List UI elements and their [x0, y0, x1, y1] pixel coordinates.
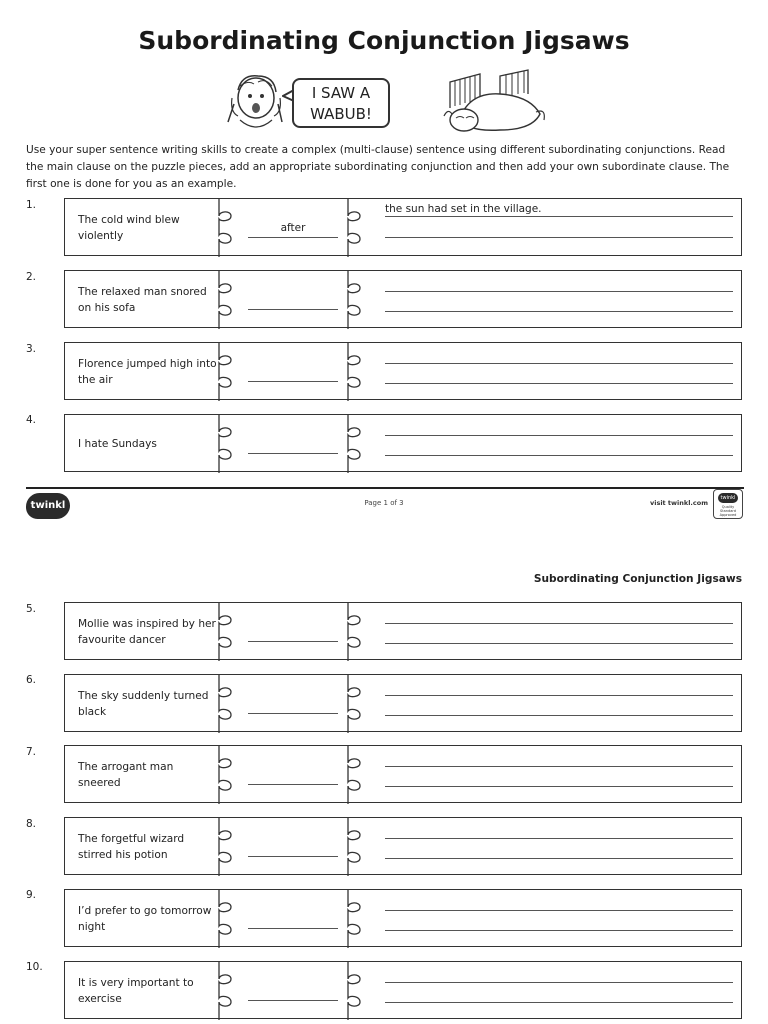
row-number: 5.	[26, 603, 37, 615]
subordinate-line-2[interactable]	[385, 643, 733, 644]
jigsaw-row	[64, 342, 742, 400]
instructions-text: Use your super sentence writing skills to create a complex (multi-clause) sentence using different subordinating conjunctions. Read the main clause on the puzzle pieces, add an appropriate subordinating conjunction and then add your own subordinate clause. The first one is done for you as an example.	[26, 144, 730, 190]
subordinate-line-2[interactable]	[385, 1002, 733, 1003]
footer-divider	[26, 487, 744, 489]
main-clause: The arrogant man sneered	[78, 761, 174, 789]
subordinate-line-1[interactable]	[385, 982, 733, 983]
subordinate-line-1[interactable]	[385, 695, 733, 696]
speech-bubble-line-2: WABUB!	[310, 105, 372, 123]
subordinate-answer: the sun had set in the village.	[385, 203, 542, 215]
subordinate-line-1[interactable]	[385, 435, 733, 436]
speech-bubble	[292, 78, 390, 128]
quality-badge-icon	[713, 489, 743, 519]
subordinate-line-2[interactable]	[385, 930, 733, 931]
conjunction-line[interactable]	[248, 381, 338, 382]
jigsaw-row	[64, 961, 742, 1019]
row-number: 10.	[26, 961, 43, 973]
conjunction-line[interactable]	[248, 784, 338, 785]
conjunction-line[interactable]	[248, 453, 338, 454]
worksheet-title: Subordinating Conjunction Jigsaws	[138, 26, 630, 55]
subordinate-line-1[interactable]	[385, 838, 733, 839]
main-clause: The relaxed man snored on his sofa	[78, 286, 207, 314]
row-number: 7.	[26, 746, 37, 758]
shocked-woman-illustration	[218, 68, 290, 138]
main-clause: It is very important to exercise	[78, 977, 194, 1005]
subordinate-line-1[interactable]	[385, 623, 733, 624]
row-number: 1.	[26, 199, 37, 211]
badge-logo: twinkl	[718, 493, 738, 503]
subordinate-line-2[interactable]	[385, 455, 733, 456]
visit-link[interactable]: visit twinkl.com	[649, 499, 708, 507]
conjunction-line[interactable]	[248, 928, 338, 929]
main-clause: The forgetful wizard stirred his potion	[78, 833, 185, 861]
main-clause: The cold wind blew violently	[78, 214, 180, 242]
page-number: Page 1 of 3	[364, 499, 404, 507]
jigsaw-row	[64, 602, 742, 660]
page2-header: Subordinating Conjunction Jigsaws	[533, 573, 742, 585]
conjunction-line[interactable]	[248, 641, 338, 642]
subordinate-line-2[interactable]	[385, 237, 733, 238]
subordinate-line-2[interactable]	[385, 715, 733, 716]
main-clause: Mollie was inspired by her favourite dancer	[78, 618, 216, 646]
jigsaw-row	[64, 198, 742, 256]
subordinate-line-2[interactable]	[385, 311, 733, 312]
subordinate-line-1[interactable]	[385, 363, 733, 364]
twinkl-logo: twinkl	[26, 493, 70, 519]
row-number: 6.	[26, 674, 37, 686]
conjunction-line[interactable]	[248, 1000, 338, 1001]
subordinate-line-1[interactable]	[385, 216, 733, 217]
subordinate-line-1[interactable]	[385, 910, 733, 911]
main-clause: Florence jumped high into the air	[78, 358, 217, 386]
row-number: 2.	[26, 271, 37, 283]
main-clause: I hate Sundays	[78, 438, 157, 450]
conjunction-line[interactable]	[248, 713, 338, 714]
subordinate-line-2[interactable]	[385, 383, 733, 384]
jigsaw-row	[64, 414, 742, 472]
jigsaw-row	[64, 745, 742, 803]
row-number: 3.	[26, 343, 37, 355]
conjunction-line[interactable]	[248, 237, 338, 238]
jigsaw-row	[64, 270, 742, 328]
jigsaw-row	[64, 817, 742, 875]
main-clause: I’d prefer to go tomorrow night	[78, 905, 212, 933]
subordinate-line-2[interactable]	[385, 786, 733, 787]
row-number: 4.	[26, 414, 37, 426]
jigsaw-row	[64, 674, 742, 732]
conjunction-line[interactable]	[248, 309, 338, 310]
jigsaw-row	[64, 889, 742, 947]
speech-bubble-line-1: I SAW A	[311, 84, 371, 102]
badge-caption: Quality Standard Approved	[719, 505, 737, 517]
main-clause: The sky suddenly turned black	[78, 690, 209, 718]
subordinate-line-1[interactable]	[385, 291, 733, 292]
conjunction-line[interactable]	[248, 856, 338, 857]
subordinate-line-2[interactable]	[385, 858, 733, 859]
conjunction-answer: after	[280, 222, 306, 234]
row-number: 9.	[26, 889, 37, 901]
wabub-creature-illustration	[440, 68, 550, 138]
row-number: 8.	[26, 818, 37, 830]
subordinate-line-1[interactable]	[385, 766, 733, 767]
